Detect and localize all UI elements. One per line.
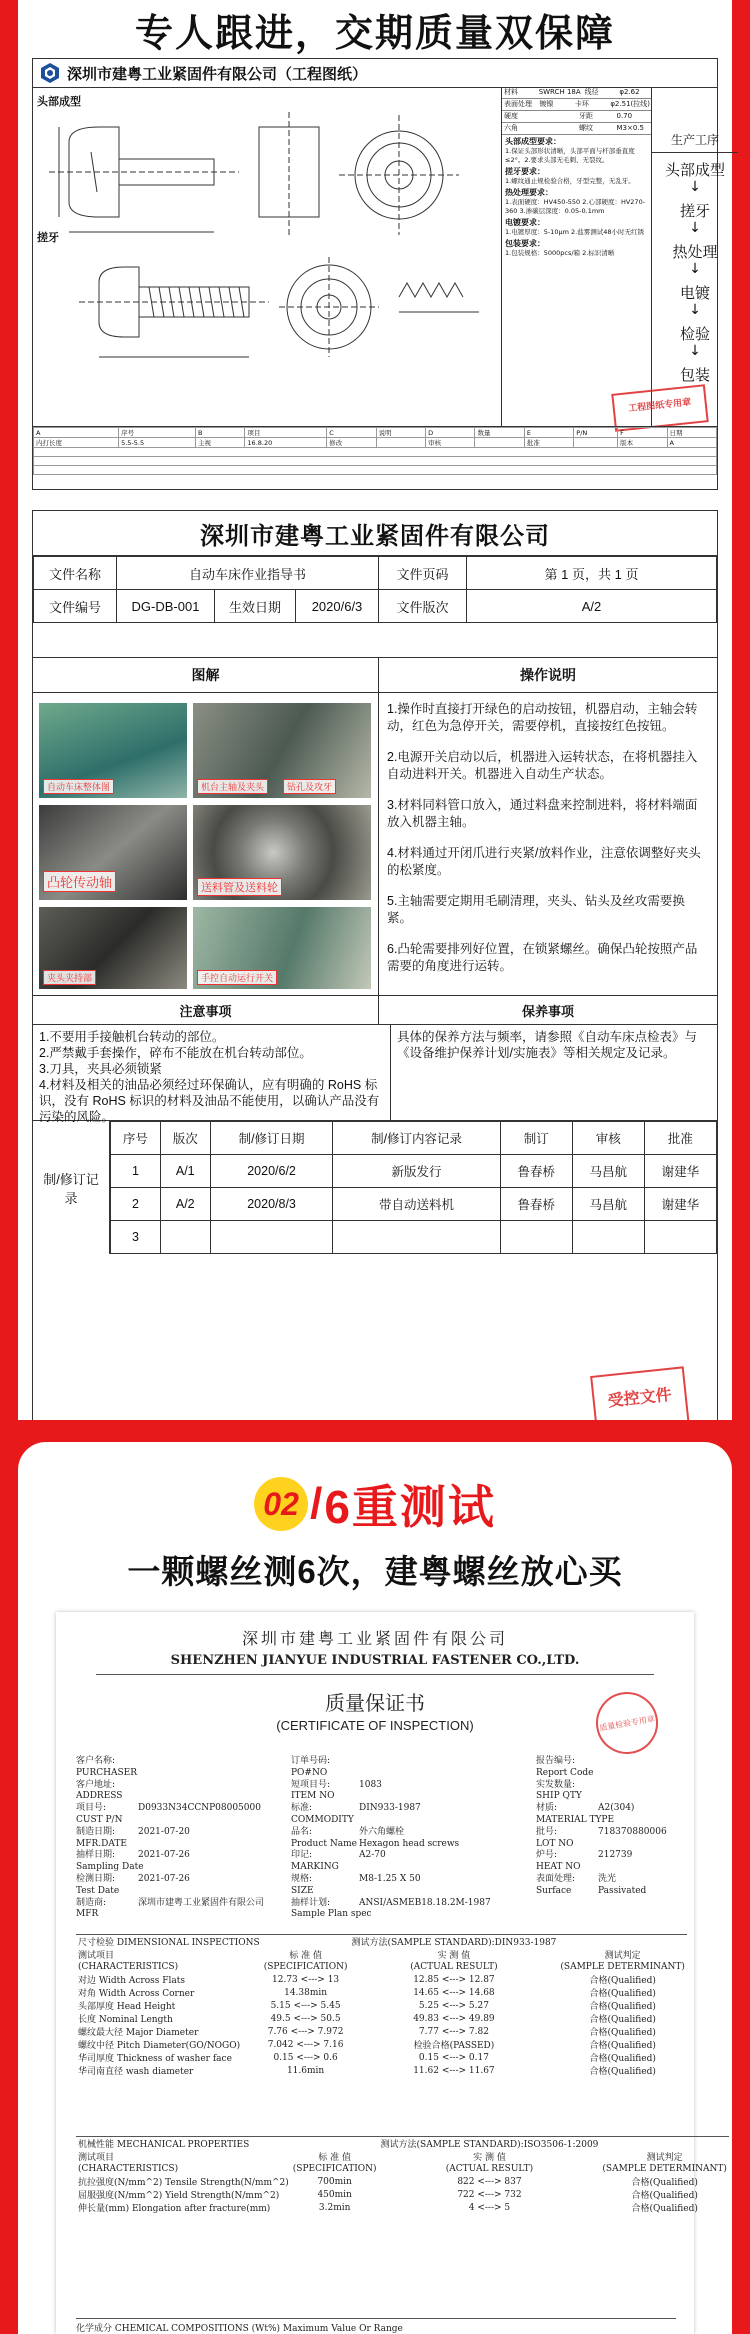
table-cell: 华司南直径 wash diameter — [78, 2067, 194, 2077]
cert-info-value: M8-1.25 X 50 — [359, 1873, 421, 1884]
sheet-title: 深圳市建粤工业紧固件有限公司 — [33, 511, 717, 556]
table-row — [76, 1948, 687, 1961]
table-row: 2 A/2 2020/8/3 带自动送料机 鲁春桥 马昌航 谢建华 — [111, 1188, 717, 1221]
table-cell: 抗拉强度(N/mm^2) Tensile Strength(N/mm^2) — [78, 2178, 289, 2188]
cert-info-key: 实发数量: — [536, 1779, 576, 1790]
cert-info-row — [76, 1780, 286, 1792]
cert-info-row — [76, 1803, 286, 1815]
cert-info-row — [536, 1850, 676, 1862]
cert-info-key: ADDRESS — [76, 1791, 123, 1802]
table-cell: 对角 Width Across Corner — [78, 1989, 195, 1999]
cert-info-row — [536, 1874, 676, 1886]
table-cell: 合格(Qualified) — [631, 2204, 698, 2214]
cert-info-key: Sample Plan spec — [291, 1909, 372, 1920]
table-cell: 合格(Qualified) — [589, 2028, 656, 2038]
table-cell: 7.76 <---> 7.972 — [267, 2026, 344, 2037]
cert-info-key: HEAT NO — [536, 1862, 581, 1873]
ops-label: 操作说明 — [520, 667, 576, 683]
cert-info-row — [536, 1886, 676, 1898]
cert-info-right — [536, 1756, 676, 1898]
table-cell: 49.5 <---> 50.5 — [270, 2013, 341, 2024]
cert-title-en: (CERTIFICATE OF INSPECTION) — [276, 1718, 474, 1733]
cert-info-key: 订单号码: — [291, 1756, 331, 1766]
cert-info-row — [76, 1886, 286, 1898]
cert-info-row — [536, 1803, 676, 1815]
table-cell: (CHARACTERISTICS) — [78, 2164, 179, 2174]
process-step: 搓牙 — [679, 202, 710, 220]
section-number-badge: 02 — [254, 1477, 308, 1531]
arrow-down-icon: ↓ — [689, 220, 701, 236]
cert-info-key: SHIP QTY — [536, 1791, 582, 1802]
process-step: 头部成型 — [664, 161, 725, 179]
cert-info-row — [291, 1791, 521, 1803]
cert-info-row — [536, 1862, 676, 1874]
operation-step: 4.材料通过开闭爪进行夹紧/放料作业，注意依调整好夹头的松紧度。 — [387, 846, 701, 877]
cert-info-value: Hexagon head screws — [359, 1838, 460, 1849]
drawing-company: 深圳市建粤工业紧固件有限公司（工程图纸） — [67, 64, 368, 83]
table-row — [76, 1961, 687, 1973]
spec-row: 材料 SWRCH 18A 线径 φ2.62 — [502, 87, 652, 99]
table-cell: 3.2min — [318, 2202, 351, 2213]
table-cell: (SPECIFICATION) — [292, 2164, 377, 2174]
inspection-certificate — [56, 1612, 727, 2334]
table-cell: 头部厚度 Head Height — [78, 2002, 176, 2012]
process-step: 电镀 — [679, 284, 710, 302]
table-cell: 合格(Qualified) — [589, 2015, 656, 2025]
cert-info-key: Report Code — [536, 1767, 594, 1778]
table-row — [76, 2150, 729, 2163]
cert-info-row — [76, 1850, 286, 1862]
cert-info-row — [291, 1780, 521, 1792]
table-cell: (SPECIFICATION) — [263, 1962, 348, 1972]
spec-row: 六角 螺纹 M3×0.5 — [502, 123, 652, 135]
controlled-doc-stamp: 受控文件 — [590, 1366, 690, 1435]
thread-req-title: 搓牙要求： — [505, 167, 545, 176]
table-cell: 屈服强度(N/mm^2) Yield Strength(N/mm^2) — [78, 2191, 280, 2201]
table-cell: 合格(Qualified) — [589, 2041, 656, 2051]
drawing-title-bar — [33, 59, 717, 88]
arrow-down-icon: ↓ — [689, 261, 701, 277]
instruction-body — [33, 693, 717, 996]
cert-info-value: 718370880006 — [598, 1826, 667, 1837]
table-cell: 测试判定 — [646, 2153, 683, 2163]
table-cell: 12.85 <---> 12.87 — [413, 1974, 495, 1985]
cert-info-value: A2(304) — [598, 1803, 635, 1814]
table-cell: 实 测 值 — [437, 1951, 471, 1961]
table-cell — [262, 1935, 350, 1949]
section-slogan: 一颗螺丝测6次，建粤螺丝放心买 — [127, 1553, 623, 1590]
drawing-views — [39, 107, 495, 419]
process-column — [651, 87, 738, 427]
testing-panel — [18, 1442, 732, 2334]
table-cell: 对边 Width Across Flats — [78, 1976, 185, 1986]
cert-info-row — [536, 1815, 676, 1827]
diagram-label: 图解 — [33, 658, 379, 692]
cert-info-row — [76, 1874, 286, 1886]
table-row — [76, 2064, 687, 2077]
cert-info-row — [536, 1839, 676, 1851]
feed-wheel-photo: 送料管及送料轮 — [193, 805, 371, 900]
cert-info-row — [536, 1768, 676, 1780]
cert-info-row — [291, 1827, 521, 1839]
chuck-photo: 夹头夹持部 — [39, 907, 187, 989]
notes-text: 1.不要用手接触机台转动的部位。 2.严禁戴手套操作，碎布不能放在机台转动部位。 3.刀具，夹具必须锁紧 4.材料及相关的油品必须经过环保确认，应有明确的 RoHS 标识，没有 RoHS 标识的材料及油品不能使用，以确认产品没有污染的风险。 — [33, 1025, 391, 1120]
spec-row: 表面处理 镀镍 卡环 φ2.51(拉线) — [502, 99, 652, 111]
cert-info-key: 批号: — [536, 1826, 558, 1837]
table-cell: 14.65 <---> 14.68 — [413, 1987, 495, 1998]
table-cell: 0.15 <---> 0.17 — [418, 2052, 489, 2063]
cert-info-row — [76, 1791, 286, 1803]
effective-date: 2020/6/3 — [296, 590, 379, 623]
table-cell: (SAMPLE DETERMINANT) — [602, 2164, 727, 2174]
cert-info-key: MFR.DATE — [76, 1838, 127, 1849]
cert-company-cn: 深圳市建粤工业紧固件有限公司 — [241, 1629, 508, 1648]
table-cell: 测试方法(SAMPLE STANDARD):DIN933-1987 — [349, 1935, 558, 1949]
cert-title: 质量保证书 — [325, 1691, 425, 1715]
table-cell: 华司厚度 Thickness of washer face — [78, 2054, 232, 2064]
photo-grid — [33, 693, 379, 995]
cert-info-key: MFR — [76, 1909, 99, 1920]
table-row — [76, 2038, 687, 2051]
cert-info-row — [536, 1791, 676, 1803]
table-cell: 合格(Qualified) — [589, 2054, 656, 2064]
process-step: 包装 — [679, 366, 710, 384]
cert-info-key: Surface — [536, 1885, 572, 1896]
notes-body — [33, 1025, 717, 1124]
cert-info-value: 洗光 — [598, 1873, 617, 1884]
cert-info-row — [291, 1909, 521, 1921]
thread-req-text: 1.螺纹通止规检验合格，牙型完整，无乱牙。 — [505, 177, 635, 185]
operation-step: 1.操作时直接打开绿色的启动按钮，机器启动，主轴会转动，红色为急停开关，需要停机，直接按红色按钮。 — [387, 702, 698, 733]
table-cell: 合格(Qualified) — [589, 2002, 656, 2012]
version-label: 文件版次 — [379, 590, 467, 623]
pack-req-title: 包装要求： — [505, 239, 545, 248]
head-req-text: 1.保证头部形状清晰，头部平面与杆部垂直度≤2°。2.要求头部无毛刺、无裂纹。 — [505, 147, 635, 164]
page-label: 文件页码 — [379, 557, 467, 590]
cert-info-key: 制造商: — [76, 1897, 107, 1908]
cert-info-row — [536, 1827, 676, 1839]
mechanical-table — [76, 2136, 729, 2214]
cert-info-key: MATERIAL TYPE — [536, 1814, 615, 1825]
cert-info-key: 规格: — [291, 1873, 313, 1884]
revision-table — [110, 1121, 717, 1254]
table-row — [76, 1999, 687, 2012]
table-cell: 测试项目 — [78, 2153, 115, 2163]
table-cell: 测试方法(SAMPLE STANDARD):ISO3506-1:2009 — [379, 2137, 601, 2151]
operation-step: 3.材料同料管口放入，通过料盘来控制进料，将材料端面放入机器主轴。 — [387, 798, 698, 829]
table-row — [76, 2137, 729, 2151]
cert-info-value: A2-70 — [359, 1850, 386, 1861]
spec-row: 硬度 牙距 0.70 — [502, 111, 652, 123]
cert-info-key: PO#NO — [291, 1767, 328, 1778]
inspection-stamp: 质量检验专用章 — [591, 1687, 663, 1759]
cert-info-row — [536, 1756, 676, 1768]
table-cell: 螺纹最大径 Major Diameter — [78, 2028, 199, 2038]
machine-photo: 自动车床整体图 — [39, 703, 187, 798]
heat-req-title: 热处理要求： — [505, 188, 553, 197]
cert-info-key: LOT NO — [536, 1838, 574, 1849]
cert-info-row — [291, 1756, 521, 1768]
table-cell: 5.15 <---> 5.45 — [270, 2000, 341, 2011]
slash-divider: / — [310, 1479, 323, 1528]
table-row — [76, 2201, 729, 2214]
cert-info-value: 2021-07-20 — [138, 1826, 190, 1837]
table-row — [76, 1935, 687, 1949]
table-cell: (SAMPLE DETERMINANT) — [560, 1962, 685, 1972]
table-cell: 实 测 值 — [473, 2153, 506, 2163]
table-row — [76, 2188, 729, 2201]
cert-info-key: 品名: — [291, 1826, 313, 1837]
table-cell: 测试项目 — [78, 1951, 115, 1961]
notes-header — [33, 996, 717, 1025]
table-cell: 5.25 <---> 5.27 — [418, 2000, 489, 2011]
cert-info-row — [76, 1909, 286, 1921]
table-cell: (ACTUAL RESULT) — [410, 1962, 498, 1972]
cert-info-key: SIZE — [291, 1885, 314, 1896]
cert-info-row — [291, 1768, 521, 1780]
engineering-drawing — [32, 58, 725, 490]
table-row: 3 — [111, 1221, 717, 1254]
doc-no: DG-DB-001 — [117, 590, 215, 623]
operation-steps — [379, 693, 717, 995]
table-cell: 机械性能 MECHANICAL PROPERTIES — [76, 2137, 291, 2151]
cert-info-row — [76, 1898, 286, 1910]
arrow-down-icon: ↓ — [689, 343, 701, 359]
arrow-down-icon: ↓ — [689, 302, 701, 318]
operation-step: 2.电源开关启动以后，机器进入运转状态，在将机器挂入自动进料开关。机器进入自动生产状态。 — [387, 750, 698, 781]
table-cell: 合格(Qualified) — [631, 2178, 698, 2188]
cert-info-key: 报告编号: — [536, 1756, 576, 1766]
head-forming-label: 头部成型 — [37, 95, 81, 108]
table-cell: 450min — [317, 2189, 352, 2200]
process-step: 检验 — [679, 325, 710, 343]
table-cell: 14.38min — [284, 1987, 328, 1998]
table-cell: 11.6min — [286, 2065, 325, 2076]
table-cell: 700min — [317, 2176, 352, 2187]
heat-req-text: 1.表面硬度：HV450-550 2.心部硬度：HV270-360 3.渗碳层深度：0.05-0.1mm — [505, 198, 646, 215]
table-cell: 检验合格(PASSED) — [413, 2041, 495, 2051]
paper-panel — [18, 0, 732, 1420]
cert-info-row — [291, 1874, 521, 1886]
cert-info-key: 客户名称: — [76, 1756, 116, 1766]
cert-info-key: 抽样日期: — [76, 1850, 116, 1861]
maint-text: 具体的保养方法与频率，请参照《自动车床点检表》与《设备维护保养计划/实施表》等相关规定及记录。 — [397, 1030, 698, 1060]
table-cell — [291, 2137, 379, 2151]
table-cell — [600, 2137, 729, 2151]
cam-shaft-photo: 凸轮传动轴 — [39, 805, 187, 900]
thread-rolling-label: 搓牙 — [37, 231, 59, 244]
doc-name: 自动车床作业指导书 — [117, 557, 379, 590]
table-row — [34, 557, 717, 590]
cert-info-row — [76, 1862, 286, 1874]
cert-info-key: 抽样计划: — [291, 1897, 331, 1908]
cert-info-key: 客户地址: — [76, 1779, 116, 1790]
table-cell: 合格(Qualified) — [589, 1976, 656, 1986]
plating-req-text: 1.电镀厚度：5-10μm 2.盐雾测试48小时无红锈 — [505, 228, 644, 236]
table-cell: 标 准 值 — [318, 2153, 352, 2163]
section-title: 6重测试 — [324, 1481, 496, 1533]
pack-req-text: 1.包装规格：5000pcs/箱 2.标识清晰 — [505, 249, 615, 257]
table-cell: 722 <---> 732 — [457, 2189, 522, 2200]
table-row — [76, 1986, 687, 1999]
table-cell: 4 <---> 5 — [468, 2202, 511, 2213]
table-cell: 822 <---> 837 — [457, 2176, 522, 2187]
section-title-row — [18, 1472, 732, 1536]
cert-info-value: 外六角螺栓 — [359, 1826, 405, 1837]
cert-info-key: CUST P/N — [76, 1814, 123, 1825]
work-instruction-sheet — [32, 510, 718, 1448]
table-row: A 序号 B 项目 C 说明 D 数量 E P/N F 日期 — [34, 428, 717, 438]
cert-company-en: SHENZHEN JIANYUE INDUSTRIAL FASTENER CO.,LTD. — [170, 1653, 580, 1668]
cert-info-key: ITEM NO — [291, 1791, 335, 1802]
table-cell: (ACTUAL RESULT) — [445, 2164, 534, 2174]
table-cell: 7.042 <---> 7.16 — [267, 2039, 344, 2050]
table-row — [76, 2051, 687, 2064]
page-value: 第 1 页，共 1 页 — [467, 557, 717, 590]
table-cell: 伸长量(mm) Elongation after fracture(mm) — [78, 2204, 271, 2214]
cert-info-value: 1083 — [359, 1779, 382, 1790]
cert-info-key: Sampling Date — [76, 1862, 144, 1873]
cert-info-row — [291, 1862, 521, 1874]
doc-no-label: 文件编号 — [34, 590, 117, 623]
table-row — [76, 2012, 687, 2025]
section-testing — [0, 1420, 750, 2334]
version-value: A/2 — [467, 590, 717, 623]
cert-info-left — [76, 1756, 286, 1921]
cert-info-row — [291, 1850, 521, 1862]
operation-step: 6.凸轮需要排列好位置，在锁紧螺丝。确保凸轮按照产品需要的角度进行运转。 — [387, 942, 698, 973]
cert-info-row — [76, 1756, 286, 1768]
process-title: 生产工序 — [652, 127, 738, 153]
sheet-meta-table — [33, 556, 717, 623]
dimensional-table — [76, 1934, 687, 2077]
doc-name-label: 文件名称 — [34, 557, 117, 590]
table-cell: 11.62 <---> 11.67 — [413, 2065, 495, 2076]
cert-info-key: 印记: — [291, 1850, 313, 1861]
cert-info-value: 深圳市建粤工业紧固件有限公司 — [138, 1897, 265, 1908]
cert-info-row — [291, 1839, 521, 1851]
cert-info-key: COMMODITY — [291, 1814, 354, 1825]
cert-info-value: 212739 — [598, 1850, 633, 1861]
cert-info-key: 炉号: — [536, 1850, 558, 1861]
cert-info-row — [76, 1768, 286, 1780]
cert-info-row — [536, 1780, 676, 1792]
cert-info-key: Test Date — [76, 1885, 120, 1896]
cert-info-key: Product Name — [291, 1838, 357, 1849]
headline: 专人跟进，交期质量双保障 — [134, 12, 615, 55]
table-row: 内打长度 5.5-5.5 主视 16.8.20 修改 审核 批准 版本 A — [34, 438, 717, 448]
cert-info-row — [291, 1803, 521, 1815]
table-row — [34, 590, 717, 623]
table-cell: 尺寸检验 DIMENSIONAL INSPECTIONS — [76, 1935, 262, 1949]
spindle-photo: 机台主轴及夹头 钻孔及攻牙 — [193, 703, 371, 798]
cert-info-key: 标准: — [291, 1803, 313, 1814]
cert-info-value: DIN933-1987 — [359, 1803, 421, 1814]
cert-info-value: ANSI/ASMEB18.18.2M-1987 — [359, 1897, 491, 1908]
table-cell: 49.83 <---> 49.89 — [413, 2013, 495, 2024]
cert-info-row — [76, 1827, 286, 1839]
cert-info-key: 检测日期: — [76, 1873, 116, 1884]
head-req-title: 头部成型要求： — [505, 137, 561, 146]
table-cell: 长度 Nominal Length — [78, 2015, 173, 2025]
effective-label: 生效日期 — [215, 590, 296, 623]
table-cell: 0.15 <---> 0.6 — [273, 2052, 338, 2063]
revision-record — [33, 1121, 717, 1254]
table-row: 1 A/1 2020/6/2 新版发行 鲁春桥 马昌航 谢建华 — [111, 1155, 717, 1188]
table-cell: 12.73 <---> 13 — [272, 1974, 340, 1985]
notes-label: 注意事项 — [33, 996, 379, 1024]
table-cell: 合格(Qualified) — [589, 1989, 656, 1999]
cert-info-value: 2021-07-26 — [138, 1873, 190, 1884]
auto-switch-photo: 手控自动运行开关 — [193, 907, 371, 989]
cert-info-key: 短项目号: — [291, 1779, 331, 1790]
cert-info-value: D0933N34CCNP08005000 — [138, 1803, 261, 1814]
cert-info-key: 表面处理: — [536, 1873, 576, 1884]
cert-info-value: Passivated — [598, 1885, 647, 1896]
chemical-heading: 化学成分 CHEMICAL COMPOSITIONS (Wt%) Maximum Value Or Range — [76, 2318, 676, 2334]
table-cell: 标 准 值 — [289, 1951, 322, 1961]
approval-stamp: 工程图纸专用章 — [611, 384, 708, 432]
process-step: 热处理 — [672, 243, 718, 261]
table-cell: 合格(Qualified) — [631, 2191, 698, 2201]
table-cell: 测试判定 — [604, 1951, 641, 1961]
cert-info-mid — [291, 1756, 521, 1921]
arrow-down-icon: ↓ — [689, 179, 701, 195]
table-row: 序号 版次 制/修订日期 制/修订内容记录 制订 审核 批准 — [111, 1122, 717, 1155]
operation-step: 5.主轴需要定期用毛刷清理，夹头、钻头及丝攻需要换紧。 — [387, 894, 685, 925]
cert-info-key: MARKING — [291, 1862, 339, 1873]
table-cell: 7.77 <---> 7.82 — [418, 2026, 489, 2037]
table-row — [76, 1973, 687, 1986]
cert-info-row — [291, 1898, 521, 1910]
cert-info-key: PURCHASER — [76, 1767, 138, 1778]
plating-req-title: 电镀要求： — [505, 218, 545, 227]
section-header — [33, 658, 717, 693]
cert-info-row — [76, 1839, 286, 1851]
table-row — [76, 2175, 729, 2188]
revision-label: 制/修订记录 — [33, 1121, 110, 1254]
table-row — [76, 2025, 687, 2038]
table-row — [76, 2163, 729, 2175]
cert-info-row — [291, 1886, 521, 1898]
table-cell: (CHARACTERISTICS) — [78, 1962, 179, 1972]
company-logo-icon — [39, 62, 61, 84]
cert-info-key: 制造日期: — [76, 1826, 116, 1837]
table-cell — [558, 1935, 687, 1949]
cert-info-row — [76, 1815, 286, 1827]
maint-label: 保养事项 — [521, 1003, 574, 1019]
cert-info-key: 项目号: — [76, 1803, 107, 1814]
cert-info-key: 材质: — [536, 1803, 558, 1814]
drawing-bottom-table — [33, 426, 717, 489]
table-cell: 合格(Qualified) — [589, 2067, 656, 2077]
cert-info-value: 2021-07-26 — [138, 1850, 190, 1861]
table-cell: 螺纹中径 Pitch Diameter(GO/NOGO) — [78, 2041, 241, 2051]
cert-info-row — [291, 1815, 521, 1827]
spec-column — [501, 87, 652, 427]
